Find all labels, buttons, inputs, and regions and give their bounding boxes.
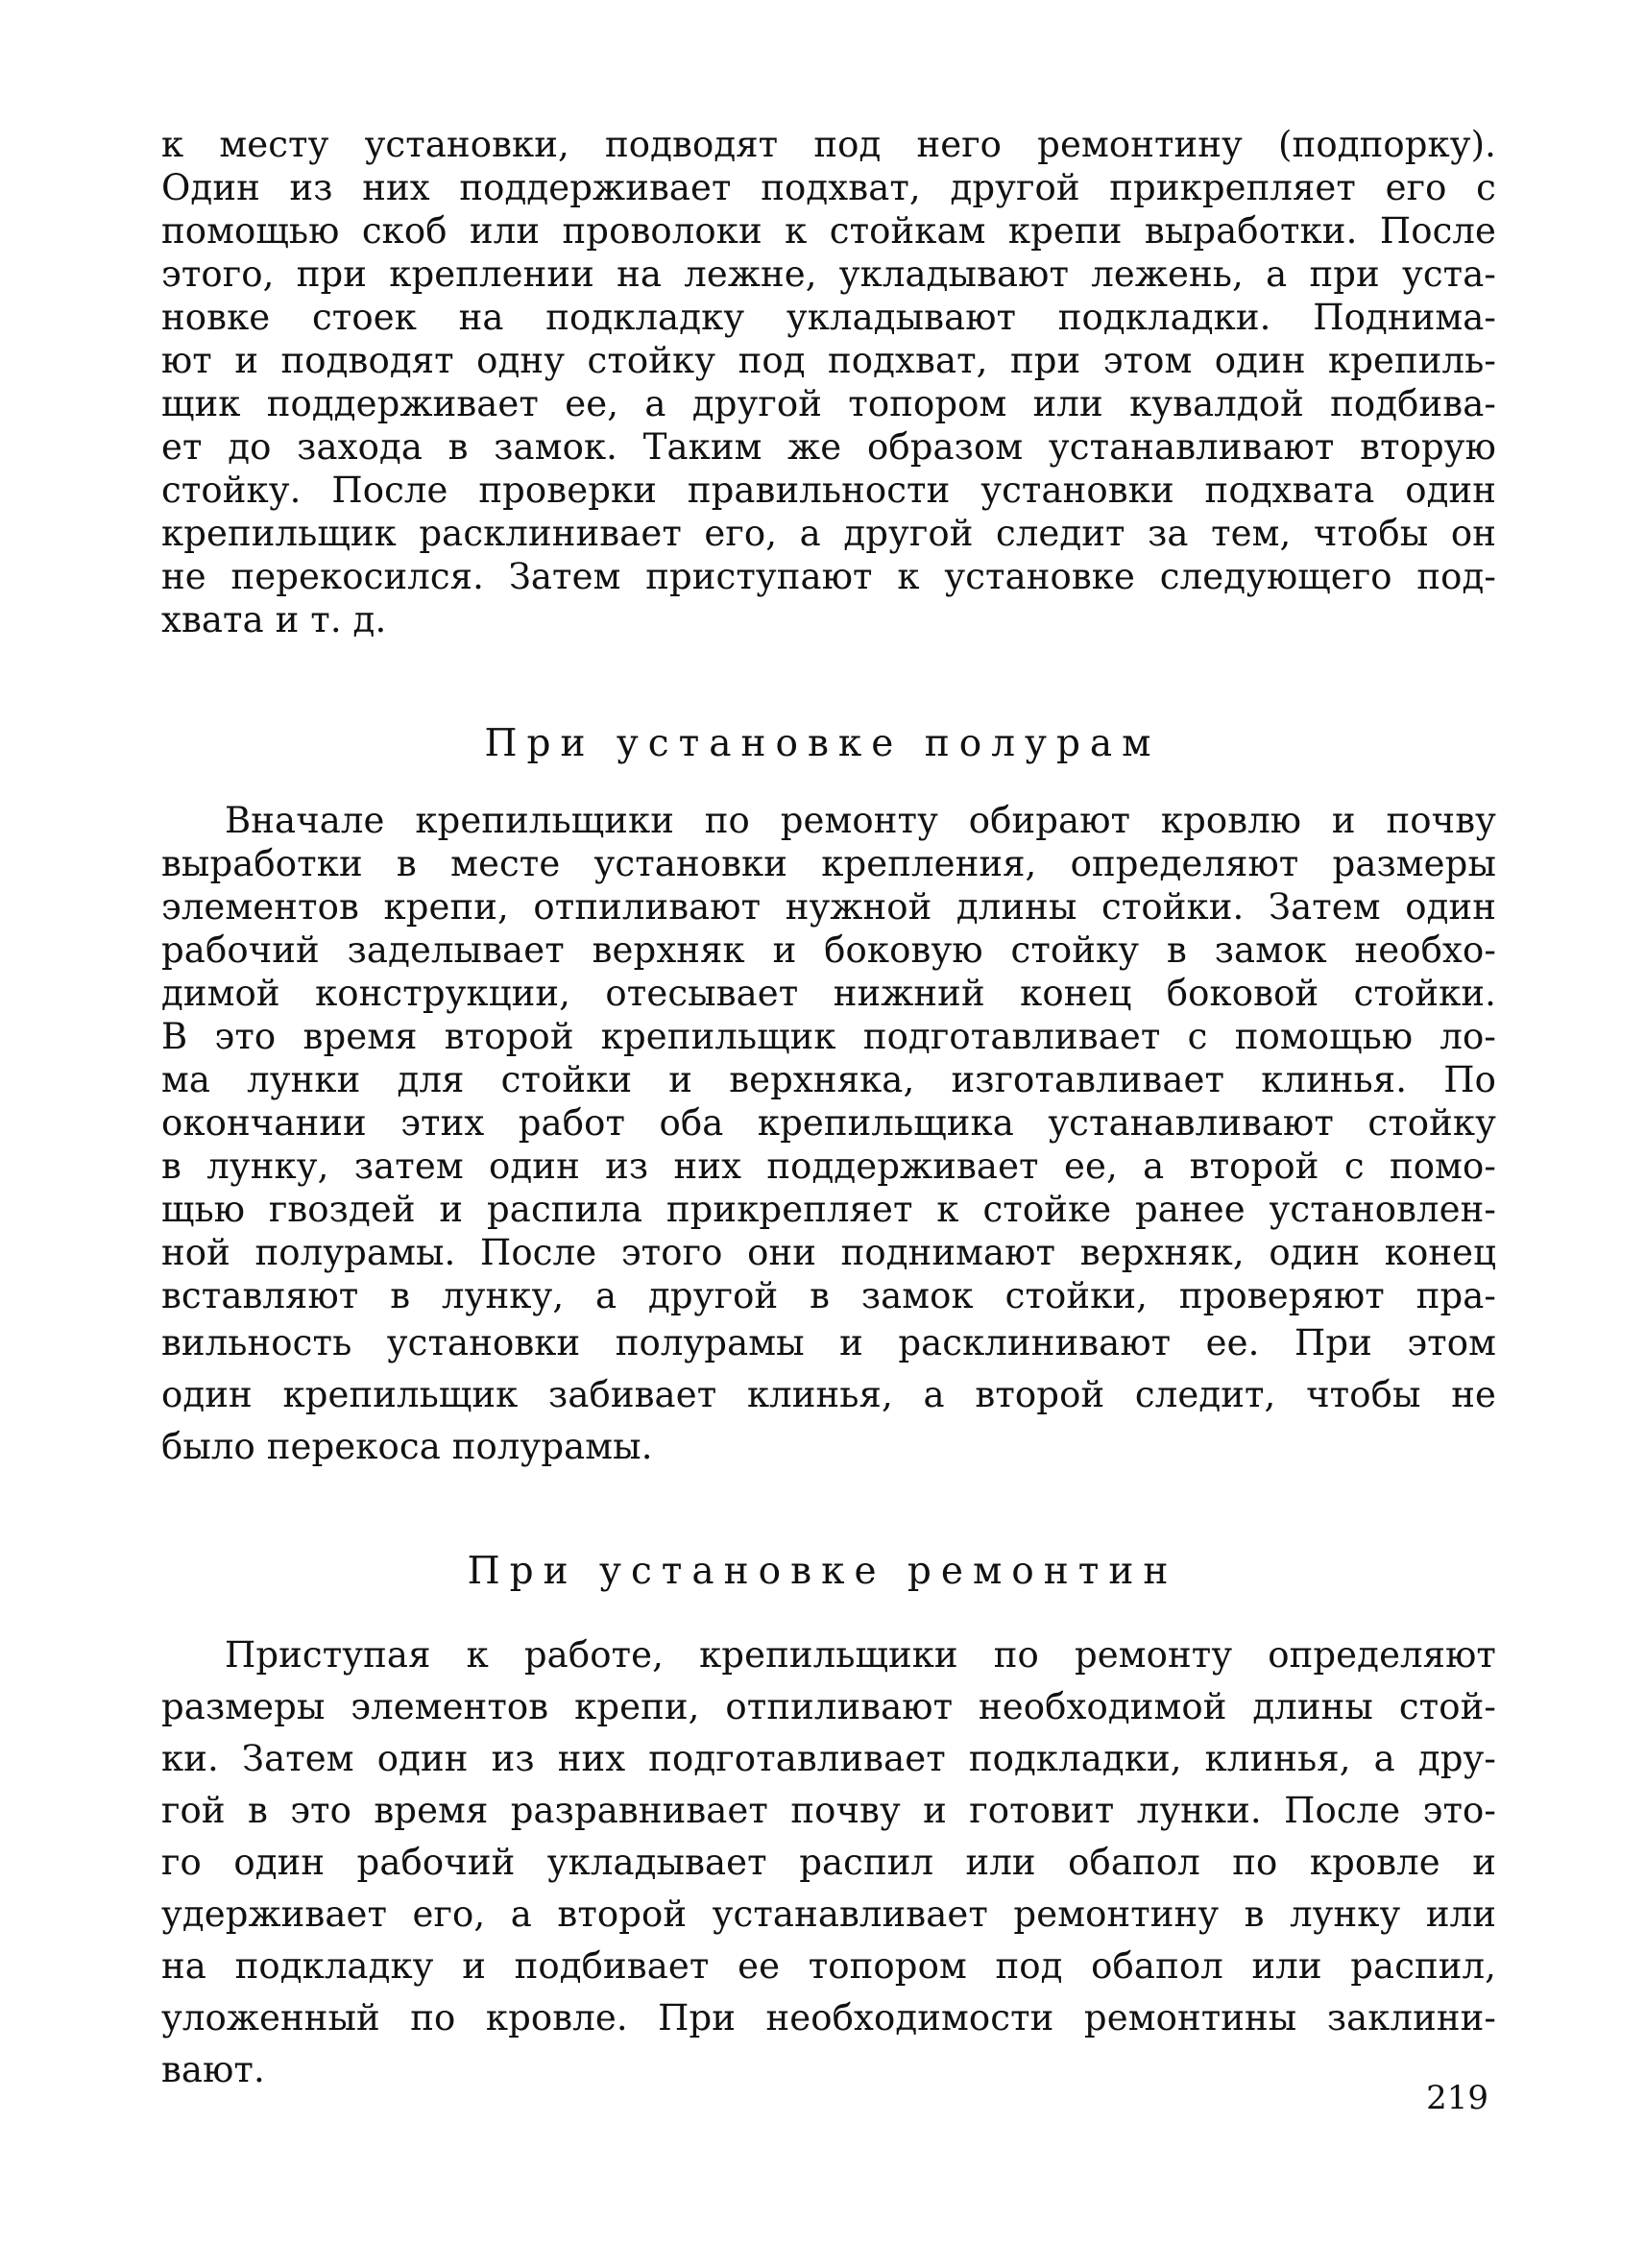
paragraph-semi-frames	[161, 799, 1496, 1473]
text-line: один крепильщик забивает клинья, а второй следит, чтобы не	[161, 1374, 1496, 1415]
text-line: Вначале крепильщики по ремонту обирают кровлю и почву	[225, 800, 1496, 841]
text-line: хвата и т. д.	[161, 599, 387, 640]
text-line: крепильщик расклинивает его, а другой следит за тем, чтобы он	[161, 513, 1496, 554]
text-line: ют и подводят одну стойку под подхват, при этом один крепиль-	[161, 340, 1496, 381]
text-line: было перекоса полурамы.	[161, 1426, 653, 1467]
text-line: уложенный по кровле. При необходимости ремонтины заклини-	[161, 1997, 1496, 2039]
text-line: ма лунки для стойки и верхняка, изготавливает клинья. По	[161, 1059, 1496, 1100]
text-line: окончании этих работ оба крепильщика устанавливают стойку	[161, 1102, 1496, 1144]
text-line: ной полурамы. После этого они поднимают верхняк, один конец	[161, 1232, 1496, 1273]
text-line: Один из них поддерживает подхват, другой прикрепляет его с	[161, 167, 1496, 208]
text-line: щик поддерживает ее, а другой топором или кувалдой подбива-	[161, 383, 1496, 424]
text-line: Приступая к работе, крепильщики по ремонту определяют	[225, 1634, 1496, 1676]
section-heading-props: При установке ремонтин	[467, 1550, 1178, 1593]
text-line: удерживает его, а второй устанавливает ремонтину в лунку или	[161, 1894, 1496, 1935]
text-line: новке стоек на подкладку укладывают подкладки. Поднима-	[161, 297, 1496, 338]
text-line: вают.	[161, 2049, 265, 2090]
paragraph-props	[161, 1629, 1496, 2096]
text-line: рабочий заделывает верхняк и боковую стойку в замок необхо-	[161, 929, 1496, 971]
text-line: размеры элементов крепи, отпиливают необходимой длины стой-	[161, 1686, 1496, 1727]
page-number: 219	[1426, 2079, 1488, 2117]
text-line: димой конструкции, отесывает нижний конец боковой стойки.	[161, 973, 1496, 1014]
paragraph-top	[161, 123, 1496, 641]
text-line: щью гвоздей и распила прикрепляет к стойке ранее установлен-	[161, 1189, 1496, 1230]
text-line: этого, при креплении на лежне, укладывают лежень, а при уста-	[161, 253, 1496, 295]
text-line: помощью скоб или проволоки к стойкам крепи выработки. После	[161, 210, 1496, 252]
text-line: В это время второй крепильщик подготавливает с помощью ло-	[161, 1016, 1496, 1057]
text-line: вставляют в лунку, а другой в замок стойки, проверяют пра-	[161, 1275, 1496, 1316]
text-line: элементов крепи, отпиливают нужной длины стойки. Затем один	[161, 886, 1496, 928]
section-heading-semi-frames: При установке полурам	[484, 722, 1161, 765]
text-line: на подкладку и подбивает ее топором под обапол или распил,	[161, 1945, 1496, 1987]
text-line: ет до захода в замок. Таким же образом устанавливают вторую	[161, 426, 1496, 468]
text-line: в лунку, затем один из них поддерживает ее, а второй с помо-	[161, 1146, 1496, 1187]
text-line: выработки в месте установки крепления, определяют размеры	[161, 843, 1496, 884]
text-line: не перекосился. Затем приступают к установке следующего под-	[161, 556, 1496, 597]
text-line: гой в это время разравнивает почву и готовит лунки. После это-	[161, 1790, 1496, 1831]
text-line: к месту установки, подводят под него ремонтину (подпорку).	[161, 124, 1496, 165]
text-line: ки. Затем один из них подготавливает подкладки, клинья, а дру-	[161, 1738, 1496, 1779]
text-line: стойку. После проверки правильности установки подхвата один	[161, 470, 1496, 511]
text-line: вильность установки полурамы и расклинивают ее. При этом	[161, 1322, 1496, 1363]
text-line: го один рабочий укладывает распил или обапол по кровле и	[161, 1842, 1496, 1883]
